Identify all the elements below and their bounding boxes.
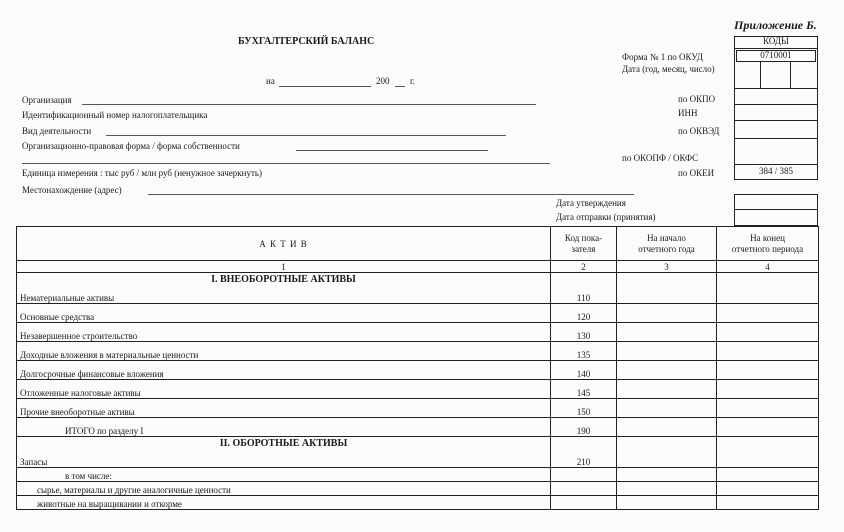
reserves-begin-cell[interactable] xyxy=(617,449,717,468)
total-1-end-cell[interactable] xyxy=(717,418,819,437)
activity-label: Вид деятельности xyxy=(22,126,92,136)
sub-row-1-label: сырье, материалы и другие аналогичные ценности xyxy=(17,482,551,496)
date-cell-divider-1 xyxy=(760,62,761,88)
unit-label: Единица измерения : тыс руб / млн руб (ненужное зачеркнуть) xyxy=(22,168,263,178)
row-end-cell[interactable] xyxy=(717,399,819,418)
col-number-2: 2 xyxy=(551,261,617,273)
year-line[interactable] xyxy=(395,86,405,87)
approval-date-label: Дата утверждения xyxy=(556,198,626,208)
legal-form-field-2[interactable] xyxy=(22,163,550,164)
row-end-cell[interactable] xyxy=(717,361,819,380)
section-1-title: I. ВНЕОБОРОТНЫЕ АКТИВЫ xyxy=(17,273,551,286)
row-code: 145 xyxy=(551,380,617,399)
okopf-label: по ОКОПФ / ОКФС xyxy=(622,153,699,163)
row-code: 120 xyxy=(551,304,617,323)
section-1-end-cell xyxy=(717,273,819,286)
balance-table xyxy=(16,226,819,510)
row-begin-cell[interactable] xyxy=(617,323,717,342)
organization-field[interactable] xyxy=(82,104,536,105)
row-begin-cell[interactable] xyxy=(617,342,717,361)
okved-label: по ОКВЭД xyxy=(678,126,720,136)
row-code: 135 xyxy=(551,342,617,361)
header-code: Код пока- зателя xyxy=(551,227,617,261)
location-label: Местонахождение (адрес) xyxy=(22,185,122,195)
date-label: Дата (год, месяц, число) xyxy=(622,64,715,74)
row-end-cell[interactable] xyxy=(717,304,819,323)
codes-row-line-5 xyxy=(734,164,818,165)
sub-row-2-begin-cell[interactable] xyxy=(617,496,717,510)
page-title: БУХГАЛТЕРСКИЙ БАЛАНС xyxy=(238,36,375,47)
row-code: 140 xyxy=(551,361,617,380)
row-end-cell[interactable] xyxy=(717,323,819,342)
row-end-cell[interactable] xyxy=(717,380,819,399)
codes-row-line-3 xyxy=(734,120,818,121)
legal-form-field[interactable] xyxy=(296,150,488,151)
row-label: Доходные вложения в материальные ценности xyxy=(17,342,551,361)
sub-row-2-end-cell[interactable] xyxy=(717,496,819,510)
header-asset: А К Т И В xyxy=(17,227,551,261)
reserves-end-cell[interactable] xyxy=(717,449,819,468)
sub-row-2-code-cell xyxy=(551,496,617,510)
section-1-code-cell xyxy=(551,273,617,286)
location-field[interactable] xyxy=(148,194,634,195)
section-2-begin-cell xyxy=(617,437,717,450)
total-1-begin-cell[interactable] xyxy=(617,418,717,437)
sent-date-label: Дата отправки (принятия) xyxy=(556,212,656,222)
col-number-1: 1 xyxy=(17,261,551,273)
date-cell-divider-2 xyxy=(790,62,791,88)
okpo-label: по ОКПО xyxy=(678,94,716,104)
sub-row-1-code-cell xyxy=(551,482,617,496)
codes-divider xyxy=(734,48,818,49)
organization-label: Организация xyxy=(22,95,72,105)
row-begin-cell[interactable] xyxy=(617,304,717,323)
codes-row-line-1 xyxy=(734,88,818,89)
year-text: 200 xyxy=(376,76,390,86)
section-1-begin-cell xyxy=(617,273,717,286)
date-prefix: на xyxy=(266,76,275,86)
sub-row-2-label: животные на выращивании и откорме xyxy=(17,496,551,510)
sub-row-1-begin-cell[interactable] xyxy=(617,482,717,496)
row-end-cell[interactable] xyxy=(717,285,819,304)
header-end: На конец отчетного периода xyxy=(717,227,819,261)
okei-code: 384 / 385 xyxy=(758,166,793,176)
legal-form-label: Организационно-правовая форма / форма собственности xyxy=(22,141,240,151)
including-end-cell[interactable] xyxy=(717,468,819,482)
codes-title: КОДЫ xyxy=(763,36,789,46)
row-begin-cell[interactable] xyxy=(617,399,717,418)
form-code: 0710001 xyxy=(760,50,792,60)
okei-label: по ОКЕИ xyxy=(678,168,715,178)
row-code: 150 xyxy=(551,399,617,418)
date-day-line[interactable] xyxy=(279,86,371,87)
reserves-label: Запасы xyxy=(17,449,551,468)
row-begin-cell[interactable] xyxy=(617,361,717,380)
row-begin-cell[interactable] xyxy=(617,380,717,399)
row-begin-cell[interactable] xyxy=(617,285,717,304)
including-begin-cell[interactable] xyxy=(617,468,717,482)
form-label: Форма № 1 по ОКУД xyxy=(622,52,703,62)
row-code: 110 xyxy=(551,285,617,304)
approval-date-divider xyxy=(734,209,818,210)
section-2-title: II. ОБОРОТНЫЕ АКТИВЫ xyxy=(17,437,551,450)
row-label: Основные средства xyxy=(17,304,551,323)
sub-row-1-end-cell[interactable] xyxy=(717,482,819,496)
row-code: 130 xyxy=(551,323,617,342)
row-label: Незавершенное строительство xyxy=(17,323,551,342)
inn-label: Идентификационный номер налогоплательщика xyxy=(22,110,208,120)
activity-field[interactable] xyxy=(106,135,506,136)
including-label: в том числе: xyxy=(17,468,551,482)
row-label: Долгосрочные финансовые вложения xyxy=(17,361,551,380)
section-2-code-cell xyxy=(551,437,617,450)
header-begin: На начало отчетного года xyxy=(617,227,717,261)
inn-code-label: ИНН xyxy=(678,108,698,118)
row-label: Прочие внеоборотные активы xyxy=(17,399,551,418)
col-number-4: 4 xyxy=(717,261,819,273)
year-suffix: г. xyxy=(410,76,415,86)
col-number-3: 3 xyxy=(617,261,717,273)
section-2-end-cell xyxy=(717,437,819,450)
row-end-cell[interactable] xyxy=(717,342,819,361)
appendix-label: Приложение Б. xyxy=(734,18,817,32)
including-code-cell xyxy=(551,468,617,482)
row-label: Нематериальные активы xyxy=(17,285,551,304)
reserves-code: 210 xyxy=(551,449,617,468)
total-1-code: 190 xyxy=(551,418,617,437)
total-1-label: ИТОГО по разделу I xyxy=(17,418,551,437)
codes-row-line-2 xyxy=(734,104,818,105)
codes-row-line-4 xyxy=(734,138,818,139)
approval-date-box[interactable] xyxy=(734,194,818,226)
row-label: Отложенные налоговые активы xyxy=(17,380,551,399)
